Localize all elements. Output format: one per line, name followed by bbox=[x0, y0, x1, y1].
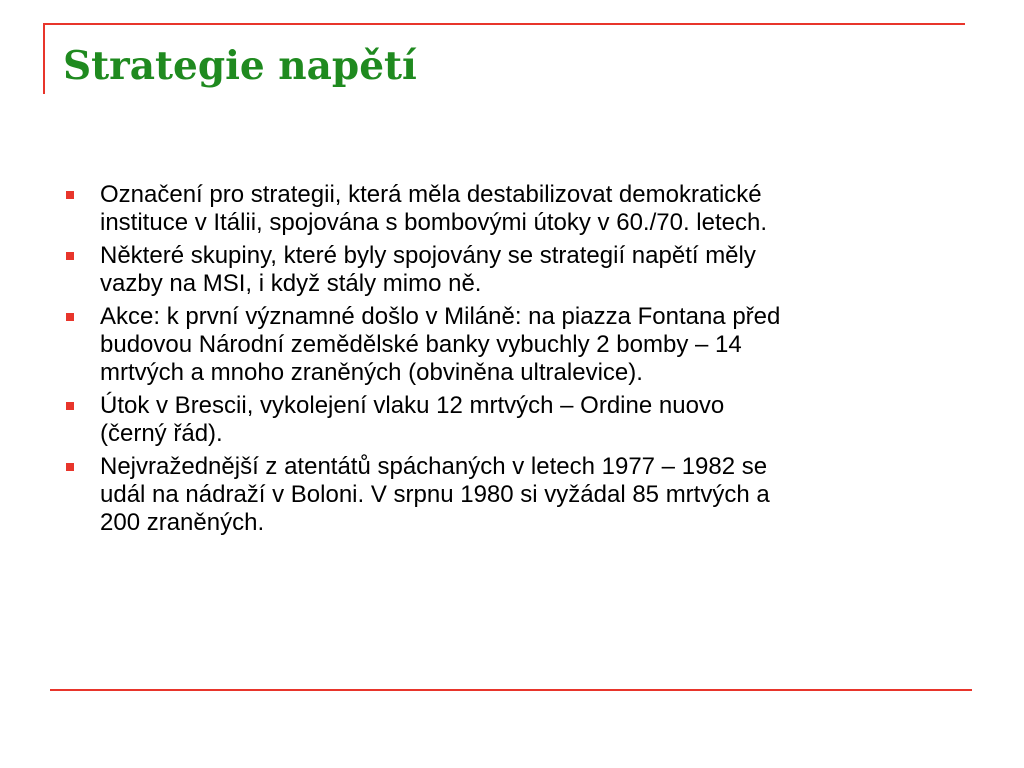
bullet-item bbox=[62, 453, 962, 537]
bullet-line: Nejvražednější z atentátů spáchaných v letech 1977 – 1982 se bbox=[100, 453, 768, 480]
bullet-line: 200 zraněných. bbox=[100, 509, 265, 536]
bullet-line: Akce: k první významné došlo v Miláně: na piazza Fontana před bbox=[100, 303, 781, 330]
bullet-line: instituce v Itálii, spojována s bombovými útoky v 60./70. letech. bbox=[100, 209, 767, 236]
slide-title: Strategie napětí bbox=[63, 43, 417, 89]
bullet-item bbox=[62, 303, 962, 387]
bullet-line: Útok v Brescii, vykolejení vlaku 12 mrtvých – Ordine nuovo bbox=[100, 392, 725, 419]
bullet-item bbox=[62, 242, 962, 298]
square-bullet-icon bbox=[66, 191, 74, 199]
square-bullet-icon bbox=[66, 463, 74, 471]
bullet-list bbox=[62, 181, 962, 542]
square-bullet-icon bbox=[66, 402, 74, 410]
bullet-item bbox=[62, 392, 962, 448]
bullet-line: Některé skupiny, které byly spojovány se strategií napětí měly bbox=[100, 242, 756, 269]
bullet-item bbox=[62, 181, 962, 237]
bottom-rule-divider bbox=[50, 689, 972, 691]
left-rule-divider bbox=[43, 23, 45, 94]
bullet-line: (černý řád). bbox=[100, 420, 223, 447]
bullet-line: budovou Národní zemědělské banky vybuchly 2 bomby – 14 bbox=[100, 331, 742, 358]
bullet-line: mrtvých a mnoho zraněných (obviněna ultralevice). bbox=[100, 359, 643, 386]
top-rule-divider bbox=[43, 23, 965, 25]
bullet-line: vazby na MSI, i když stály mimo ně. bbox=[100, 270, 482, 297]
square-bullet-icon bbox=[66, 313, 74, 321]
bullet-line: udál na nádraží v Boloni. V srpnu 1980 si vyžádal 85 mrtvých a bbox=[100, 481, 770, 508]
bullet-line: Označení pro strategii, která měla destabilizovat demokratické bbox=[100, 181, 762, 208]
square-bullet-icon bbox=[66, 252, 74, 260]
